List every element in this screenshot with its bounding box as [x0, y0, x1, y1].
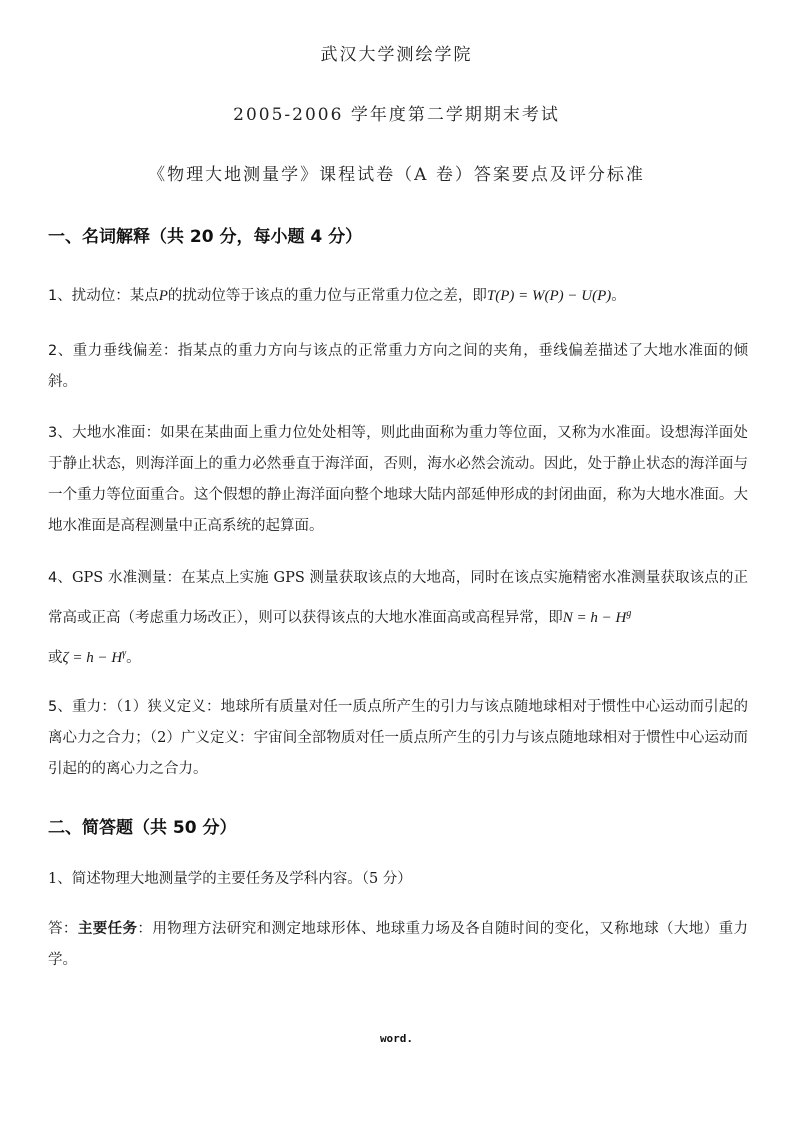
page-footer: word. — [379, 1032, 414, 1045]
answer-keyword: 主要任务 — [77, 921, 138, 937]
answer-1 — [48, 914, 748, 976]
answer-text: ：用物理方法研究和测定地球形体、地球重力场及各自随时间的变化，又称地球（大地）重力学。 — [48, 921, 749, 968]
math-formula: $\zeta = h - H^\gamma$ — [62, 648, 127, 666]
item-text: 的扰动位等于该点的重力位与正常重力位之差，即 — [167, 288, 487, 304]
definition-item-4 — [48, 560, 748, 676]
question-1: 1、简述物理大地测量学的主要任务及学科内容。（5 分） — [48, 871, 412, 887]
definition-item-5 — [48, 692, 748, 785]
item-text: 大地水准面：如果在某曲面上重力位处处相等，则此曲面称为重力等位面，又称为水准面。设想海洋面处于静止状态，则海洋面上的重力必然垂直于海洋面，否则，海水必然会流动。因此，处于静止状态的海洋面与一个重力等位面重合。这个假想的静止海洋面向整个地球大陆内部延伸形成的封闭曲面，称为大地水准面。大地水准面是高程测量中正高系统的起算面。 — [48, 425, 748, 534]
answer-prefix: 答： — [48, 921, 78, 937]
math-variable: P — [158, 288, 168, 304]
item-text: 扰动位：某点 — [71, 288, 159, 304]
item-number: 4、 — [48, 570, 72, 586]
item-number: 2、 — [48, 343, 73, 359]
math-formula: T(P) = W(P) − U(P) — [486, 288, 612, 304]
item-text: 。 — [126, 650, 141, 666]
document-title: 《物理大地测量学》课程试卷（A 卷）答案要点及评分标准 — [148, 165, 645, 185]
definition-item-3 — [48, 418, 748, 542]
item-text: 重力：（1）狭义定义：地球所有质量对任一质点所产生的引力与该点随地球相对于惯性中心运动而引起的离心力之合力；（2）广义定义：宇宙间全部物质对任一质点所产生的引力与该点随地球相对于惯性中心运动而引起的的离心力之合力。 — [48, 699, 748, 777]
definition-item-2 — [48, 336, 748, 398]
item-text: GPS 水准测量：在某点上实施 GPS 测量获取该点的大地高，同时在该点实施精密水准测量获取该点的正常高或正高（考虑重力场改正），则可以获得该点的大地水准面高或高程异常，即 — [48, 570, 748, 626]
item-number: 1、 — [48, 288, 72, 304]
item-number: 5、 — [48, 699, 73, 715]
item-number: 3、 — [48, 425, 73, 441]
section1-heading: 一、名词解释（共 20 分，每小题 4 分） — [48, 227, 363, 247]
item-text: 。 — [611, 288, 626, 304]
exam-term: 2005-2006 学年度第二学期期末考试 — [233, 105, 560, 125]
math-formula: $N = h - H^g$ — [562, 608, 632, 626]
item-text: 重力垂线偏差：指某点的重力方向与该点的正常重力方向之间的夹角，垂线偏差描述了大地水准面的倾斜。 — [48, 343, 748, 390]
definition-item-1 — [48, 281, 748, 312]
item-text: 或 — [48, 650, 63, 666]
school-name: 武汉大学测绘学院 — [320, 45, 473, 65]
section2-heading: 二、简答题（共 50 分） — [48, 818, 237, 838]
